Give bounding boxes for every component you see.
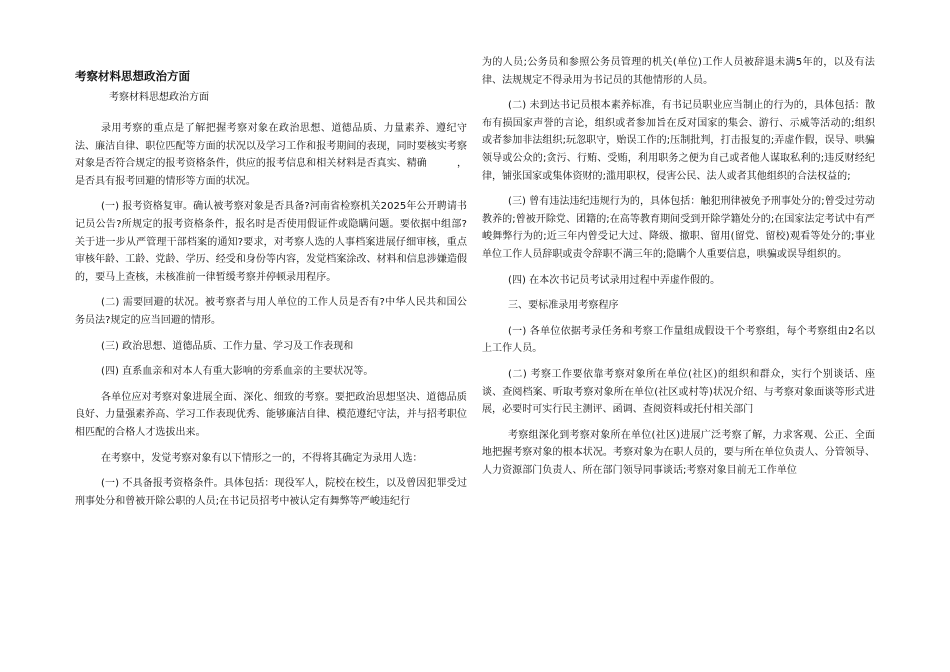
left-column (75, 68, 467, 518)
paragraph: 录用考察的重点是了解把握考察对象在政治思想、道德品质、力量素养、遵纪守法、廉洁自律、职位匹配等方面的状况以及学习工作和报考期间的表现，同时要核实考察对象是否符合规定的报考资格条件，供应的报考信息和相关材料是否真实、精确 ，是否具有报考回避的情形等方面的状况。 (75, 123, 467, 187)
paragraph: (二) 未到达书记员根本素养标准，有书记员职业应当制止的行为的，具体包括：散布有损国家声誉的言论，组织或者参加旨在反对国家的集会、游行、示威等活动的;组织或者参加非法组织;玩忽职守，贻误工作的;压制批判，打击报复的;弄虚作假，误导、哄骗领导或公众的;贪污、行贿、受贿，利用职务之便为自己或者他人谋取私利的;违反财经纪律，铺张国家或集体资财的;滥用职权，侵害公民、法人或者其他组织的合法权益的; (482, 100, 875, 182)
paragraph: (二) 考察工作要依靠考察对象所在单位(社区)的组织和群众，实行个别谈话、座谈、查阅档案、听取考察对象所在单位(社区或村等)状况介绍、与考察对象面谈等形式进展，必要时可实行民主测评、函调、查阅资料或托付相关部门 (482, 368, 875, 416)
paragraph: (三) 政治思想、道德品质、工作力量、学习及工作表现和 (101, 340, 354, 352)
paragraph: 在考察中，发觉考察对象有以下情形之一的，不得将其确定为录用人选： (101, 452, 423, 464)
paragraph: (三) 曾有违法违纪违规行为的，具体包括：触犯刑律被免予刑事处分的;曾受过劳动教养的;曾被开除党、团籍的;在高等教育期间受到开除学籍处分的;在国家法定考试中有严峻舞弊行为的;近三年内曾受记大过、降级、撤职、留用(留党、留校)观看等处分的;事业单位工作人员辞职或责令辞职不满三年的;隐瞒个人重要信息，哄骗或误导组织的。 (482, 196, 875, 260)
section-heading: 三、要标准录用考察程序 (508, 300, 619, 312)
paragraph: (一) 不具备报考资格条件。具体包括：现役军人，院校在校生，以及曾因犯罪受过刑事处分和曾被开除公职的人员;在书记员招考中被认定有舞弊等严峻违纪行 (75, 478, 467, 507)
paragraph: (一) 各单位依据考录任务和考察工作量组成假设干个考察组，每个考察组由2名以上工作人员。 (482, 325, 875, 355)
paragraph: (一) 报考资格复审。确认被考察对象是否具备?河南省检察机关2025年公开聘请书记员公告?所规定的报考资格条件，报名时是否使用假证件或隐瞒问题。要依据中组部?关于进一步从严管理干部档案的通知?要求，对考察人选的人事档案进展仔细审核，重点审核年龄、工龄、党龄、学历、经受和身份等内容，发觉档案涂改、材料和信息涉嫌造假的，要马上查核，未核准前一律暂缓考察并停顿录用程序。 (75, 201, 467, 283)
paragraph: (二) 需要回避的状况。被考察者与用人单位的工作人员是否有?中华人民共和国公务员法?规定的应当回避的情形。 (75, 297, 467, 326)
document-subtitle: 考察材料思想政治方面 (109, 92, 209, 103)
paragraph: 各单位应对考察对象进展全面、深化、细致的考察。要把政治思想坚决、道德品质良好、力量强素养高、学习工作表现优秀、能够廉洁自律、模范遵纪守法，并与招考职位相匹配的合格人才选拔出来。 (75, 391, 467, 438)
document-title: 考察材料思想政治方面 (75, 69, 190, 83)
paragraph: 为的人员;公务员和参照公务员管理的机关(单位)工作人员被辞退未满5年的，以及有法律、法规规定不得录用为书记员的其他情形的人员。 (482, 57, 875, 86)
paragraph: 考察组深化到考察对象所在单位(社区)进展广泛考察了解，力求客观、公正、全面地把握考察对象的根本状况。考察对象为在职人员的，要与所在单位负责人、分管领导、人力资源部门负责人、所在部门领导同事谈话;考察对象目前无工作单位 (482, 429, 875, 476)
right-column (482, 54, 875, 487)
paragraph: (四) 直系血亲和对本人有重大影响的旁系血亲的主要状况等。 (101, 366, 374, 378)
paragraph: (四) 在本次书记员考试录用过程中弄虚作假的。 (508, 274, 721, 286)
